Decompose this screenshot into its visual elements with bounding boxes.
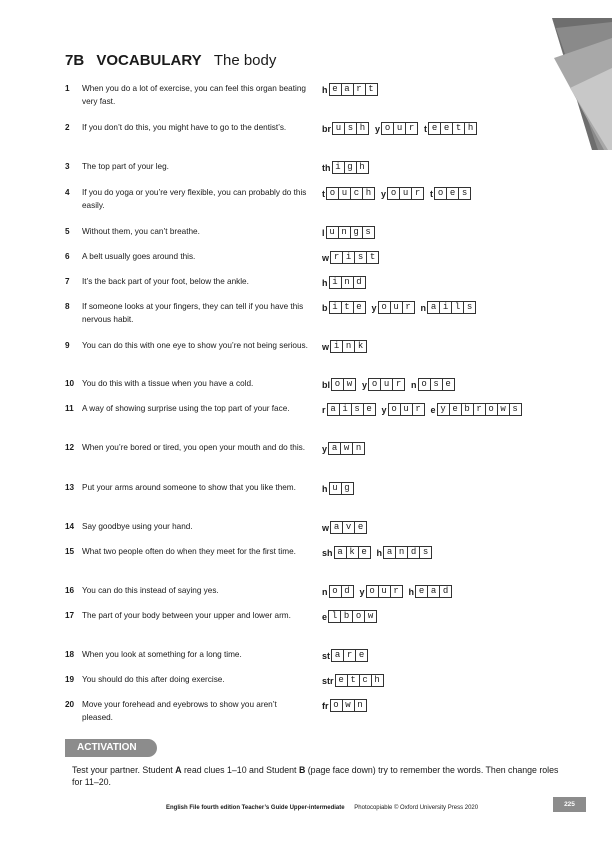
answer-grid xyxy=(322,83,378,96)
given-letters: e xyxy=(430,405,436,415)
letter-box: r xyxy=(473,403,486,416)
letter-box: u xyxy=(378,585,391,598)
letter-box: o xyxy=(378,301,391,314)
clue-item xyxy=(65,82,310,108)
clue-text: Move your forehead and eyebrows to show you aren’t pleased. xyxy=(82,700,277,722)
letter-box: o xyxy=(368,378,381,391)
given-letters: n xyxy=(411,380,417,390)
letter-box: i xyxy=(329,276,342,289)
answer-grid xyxy=(322,649,368,662)
clue-text: You can do this instead of saying yes. xyxy=(82,586,219,595)
letter-box: n xyxy=(341,276,354,289)
letter-box: n xyxy=(342,340,355,353)
given-letters: th xyxy=(322,163,331,173)
letter-box: a xyxy=(334,546,347,559)
letter-box: l xyxy=(451,301,464,314)
answer-grid xyxy=(322,378,455,391)
letter-box: o xyxy=(434,187,447,200)
letter-box: c xyxy=(359,674,372,687)
given-letters: t xyxy=(424,124,428,134)
given-letters: y xyxy=(322,444,328,454)
given-letters: bl xyxy=(322,380,330,390)
letter-box: h xyxy=(464,122,477,135)
clue-text: When you do a lot of exercise, you can feel this organ beating very fast. xyxy=(82,84,306,106)
clue-item xyxy=(65,225,310,238)
clue-number: 7 xyxy=(65,277,70,286)
letter-box: a xyxy=(327,403,340,416)
clue-item xyxy=(65,186,310,212)
letter-box: r xyxy=(330,251,343,264)
section-heading: VOCABULARY xyxy=(96,52,202,69)
clue-number: 15 xyxy=(65,547,75,556)
clue-item xyxy=(65,545,310,558)
letter-box: e xyxy=(449,403,462,416)
clue-text: Put your arms around someone to show that you like them. xyxy=(82,483,296,492)
given-letters: h xyxy=(322,85,328,95)
letter-box: e xyxy=(354,521,367,534)
clue-number: 14 xyxy=(65,522,75,531)
letter-box: u xyxy=(393,122,406,135)
unit-code: 7B xyxy=(65,52,85,69)
letter-box: e xyxy=(353,301,366,314)
clue-number: 12 xyxy=(65,443,75,452)
letter-box: s xyxy=(354,251,367,264)
letter-box: a xyxy=(427,585,440,598)
letter-box: r xyxy=(353,83,366,96)
clue-text: Without them, you can’t breathe. xyxy=(82,227,200,236)
given-letters: t xyxy=(430,189,434,199)
letter-box: u xyxy=(390,301,403,314)
letter-box: d xyxy=(439,585,452,598)
clue-text: If you do yoga or you’re very flexible, you can probably do this easily. xyxy=(82,188,307,210)
footer-book-title: English File fourth edition Teacher’s Guide Upper-intermediate xyxy=(166,805,345,811)
letter-box: s xyxy=(509,403,522,416)
letter-box: n xyxy=(338,226,351,239)
clue-number: 17 xyxy=(65,611,75,620)
letter-box: w xyxy=(497,403,510,416)
letter-box: a xyxy=(341,83,354,96)
clue-text: You can do this with one eye to show you’re not being serious. xyxy=(82,341,308,350)
clue-item xyxy=(65,300,310,326)
letter-box: y xyxy=(437,403,450,416)
letter-box: s xyxy=(430,378,443,391)
letter-box: n xyxy=(352,442,365,455)
letter-box: o xyxy=(330,699,343,712)
given-letters: h xyxy=(408,587,415,597)
clue-text: When you look at something for a long time. xyxy=(82,650,242,659)
letter-box: o xyxy=(329,585,342,598)
letter-box: k xyxy=(354,340,367,353)
letter-box: l xyxy=(328,610,341,623)
section-subheading: The body xyxy=(213,52,277,69)
letter-box: t xyxy=(452,122,465,135)
clue-number: 3 xyxy=(65,162,70,171)
letter-box: a xyxy=(331,649,344,662)
letter-box: s xyxy=(344,122,357,135)
given-letters: y xyxy=(381,405,387,415)
clue-text: It’s the back part of your foot, below the ankle. xyxy=(82,277,249,286)
clue-item xyxy=(65,698,310,724)
letter-box: e xyxy=(329,83,342,96)
letter-box: g xyxy=(344,161,357,174)
corner-decoration xyxy=(552,18,612,150)
letter-box: n xyxy=(395,546,408,559)
clue-number: 13 xyxy=(65,483,75,492)
letter-box: r xyxy=(390,585,403,598)
answer-grid xyxy=(322,482,354,495)
given-letters: l xyxy=(322,228,325,238)
answer-grid xyxy=(322,610,377,623)
letter-box: o xyxy=(388,403,401,416)
answer-grid xyxy=(322,442,365,455)
answer-grid xyxy=(322,521,367,534)
letter-box: h xyxy=(362,187,375,200)
clue-number: 19 xyxy=(65,675,75,684)
answer-grid xyxy=(322,251,379,264)
letter-box: t xyxy=(341,301,354,314)
given-letters: h xyxy=(322,278,328,288)
clue-number: 2 xyxy=(65,123,70,132)
clue-number: 5 xyxy=(65,227,70,236)
clue-item xyxy=(65,160,310,173)
clue-text: You should do this after doing exercise. xyxy=(82,675,225,684)
letter-box: g xyxy=(350,226,363,239)
answer-grid xyxy=(322,699,367,712)
given-letters: y xyxy=(375,124,381,134)
given-letters: h xyxy=(322,484,328,494)
instruction-text: Test your partner. Student xyxy=(72,765,176,775)
letter-box: r xyxy=(405,122,418,135)
letter-box: k xyxy=(346,546,359,559)
letter-box: r xyxy=(343,649,356,662)
letter-box: a xyxy=(330,521,343,534)
clue-item xyxy=(65,673,310,686)
clue-number: 18 xyxy=(65,650,75,659)
activation-banner: ACTIVATION xyxy=(65,739,157,757)
letter-box: o xyxy=(352,610,365,623)
letter-box: u xyxy=(400,403,413,416)
letter-box: u xyxy=(332,122,345,135)
clue-text: The top part of your leg. xyxy=(82,162,169,171)
letter-box: o xyxy=(381,122,394,135)
letter-box: o xyxy=(331,378,344,391)
given-letters: sh xyxy=(322,548,333,558)
letter-box: s xyxy=(458,187,471,200)
letter-box: h xyxy=(371,674,384,687)
letter-box: a xyxy=(328,442,341,455)
letter-box: g xyxy=(341,482,354,495)
clue-text: When you’re bored or tired, you open your mouth and do this. xyxy=(82,443,306,452)
clue-item xyxy=(65,481,310,494)
letter-box: b xyxy=(461,403,474,416)
letter-box: o xyxy=(387,187,400,200)
letter-box: e xyxy=(335,674,348,687)
given-letters: br xyxy=(322,124,331,134)
given-letters: y xyxy=(371,303,377,313)
letter-box: d xyxy=(341,585,354,598)
clue-number: 6 xyxy=(65,252,70,261)
letter-box: w xyxy=(340,442,353,455)
letter-box: n xyxy=(354,699,367,712)
clue-item xyxy=(65,275,310,288)
answer-grid xyxy=(322,585,452,598)
letter-box: e xyxy=(355,649,368,662)
clue-number: 20 xyxy=(65,700,75,709)
clue-number: 10 xyxy=(65,379,75,388)
letter-box: i xyxy=(332,161,345,174)
clue-text: A way of showing surprise using the top part of your face. xyxy=(82,404,290,413)
given-letters: y xyxy=(362,380,368,390)
letter-box: i xyxy=(339,403,352,416)
given-letters: w xyxy=(322,253,330,263)
letter-box: i xyxy=(342,251,355,264)
clue-number: 8 xyxy=(65,302,70,311)
given-letters: y xyxy=(359,587,365,597)
letter-box: b xyxy=(340,610,353,623)
letter-box: o xyxy=(326,187,339,200)
letter-box: s xyxy=(351,403,364,416)
page-number: 225 xyxy=(553,797,586,812)
letter-box: u xyxy=(399,187,412,200)
footer xyxy=(166,805,478,811)
letter-box: i xyxy=(330,340,343,353)
clue-item xyxy=(65,584,310,597)
letter-box: o xyxy=(366,585,379,598)
letter-box: c xyxy=(350,187,363,200)
letter-box: s xyxy=(419,546,432,559)
given-letters: n xyxy=(322,587,328,597)
letter-box: e xyxy=(358,546,371,559)
letter-box: u xyxy=(329,482,342,495)
letter-box: d xyxy=(353,276,366,289)
clue-text: Say goodbye using your hand. xyxy=(82,522,193,531)
clue-item xyxy=(65,377,310,390)
clue-number: 16 xyxy=(65,586,75,595)
letter-box: o xyxy=(418,378,431,391)
letter-box: v xyxy=(342,521,355,534)
clue-number: 4 xyxy=(65,188,70,197)
letter-box: t xyxy=(347,674,360,687)
clue-item xyxy=(65,250,310,263)
given-letters: t xyxy=(322,189,325,199)
instruction-text: read clues 1–10 and Student xyxy=(181,765,299,775)
given-letters: n xyxy=(420,303,427,313)
letter-box: i xyxy=(329,301,342,314)
letter-box: i xyxy=(439,301,452,314)
given-letters: y xyxy=(381,189,387,199)
letter-box: u xyxy=(338,187,351,200)
answer-grid xyxy=(322,674,384,687)
page-title xyxy=(65,52,276,69)
answer-grid xyxy=(322,340,367,353)
clue-item xyxy=(65,520,310,533)
clue-number: 11 xyxy=(65,404,74,413)
given-letters: str xyxy=(322,676,334,686)
given-letters: e xyxy=(322,612,328,622)
letter-box: e xyxy=(446,187,459,200)
answer-grid xyxy=(322,187,471,200)
letter-box: u xyxy=(380,378,393,391)
answer-grid xyxy=(322,301,476,314)
clue-text: If someone looks at your fingers, they can tell if you have this nervous habit. xyxy=(82,302,304,324)
given-letters: w xyxy=(322,342,330,352)
clue-text: If you don’t do this, you might have to go to the dentist’s. xyxy=(82,123,287,132)
clue-number: 1 xyxy=(65,84,70,93)
given-letters: r xyxy=(322,405,326,415)
given-letters: h xyxy=(376,548,383,558)
instruction-text: (page face down) try to remember the words. Then change roles for 11–20. xyxy=(72,765,559,787)
clue-item xyxy=(65,339,310,352)
letter-box: r xyxy=(402,301,415,314)
clue-text: A belt usually goes around this. xyxy=(82,252,196,261)
clue-text: You do this with a tissue when you have a cold. xyxy=(82,379,254,388)
letter-box: e xyxy=(428,122,441,135)
letter-box: s xyxy=(463,301,476,314)
letter-box: w xyxy=(343,378,356,391)
given-letters: b xyxy=(322,303,328,313)
given-letters: st xyxy=(322,651,331,661)
letter-box: e xyxy=(415,585,428,598)
letter-box: r xyxy=(392,378,405,391)
activation-instructions xyxy=(72,764,562,788)
letter-box: s xyxy=(362,226,375,239)
letter-box: u xyxy=(326,226,339,239)
footer-copyright: Photocopiable © Oxford University Press 2020 xyxy=(354,805,479,811)
letter-box: d xyxy=(407,546,420,559)
letter-box: a xyxy=(383,546,396,559)
answer-grid xyxy=(322,161,369,174)
given-letters: w xyxy=(322,523,330,533)
answer-grid xyxy=(322,226,375,239)
letter-box: t xyxy=(366,251,379,264)
answer-grid xyxy=(322,122,477,135)
letter-box: a xyxy=(427,301,440,314)
clue-item xyxy=(65,609,310,622)
answer-grid xyxy=(322,276,366,289)
letter-box: t xyxy=(365,83,378,96)
letter-box: e xyxy=(442,378,455,391)
answer-grid xyxy=(322,403,522,416)
clue-item xyxy=(65,648,310,661)
letter-box: r xyxy=(412,403,425,416)
letter-box: e xyxy=(363,403,376,416)
clue-number: 9 xyxy=(65,341,70,350)
clue-item xyxy=(65,121,310,134)
letter-box: w xyxy=(364,610,377,623)
letter-box: h xyxy=(356,122,369,135)
clue-text: What two people often do when they meet for the first time. xyxy=(82,547,296,556)
student-b-label: B xyxy=(298,765,306,775)
given-letters: fr xyxy=(322,701,329,711)
answer-grid xyxy=(322,546,432,559)
letter-box: o xyxy=(485,403,498,416)
clue-item xyxy=(65,402,310,415)
letter-box: e xyxy=(440,122,453,135)
letter-box: r xyxy=(411,187,424,200)
letter-box: w xyxy=(342,699,355,712)
student-a-label: A xyxy=(175,765,182,775)
clue-text: The part of your body between your upper and lower arm. xyxy=(82,611,291,620)
clue-item xyxy=(65,441,310,454)
letter-box: h xyxy=(356,161,369,174)
